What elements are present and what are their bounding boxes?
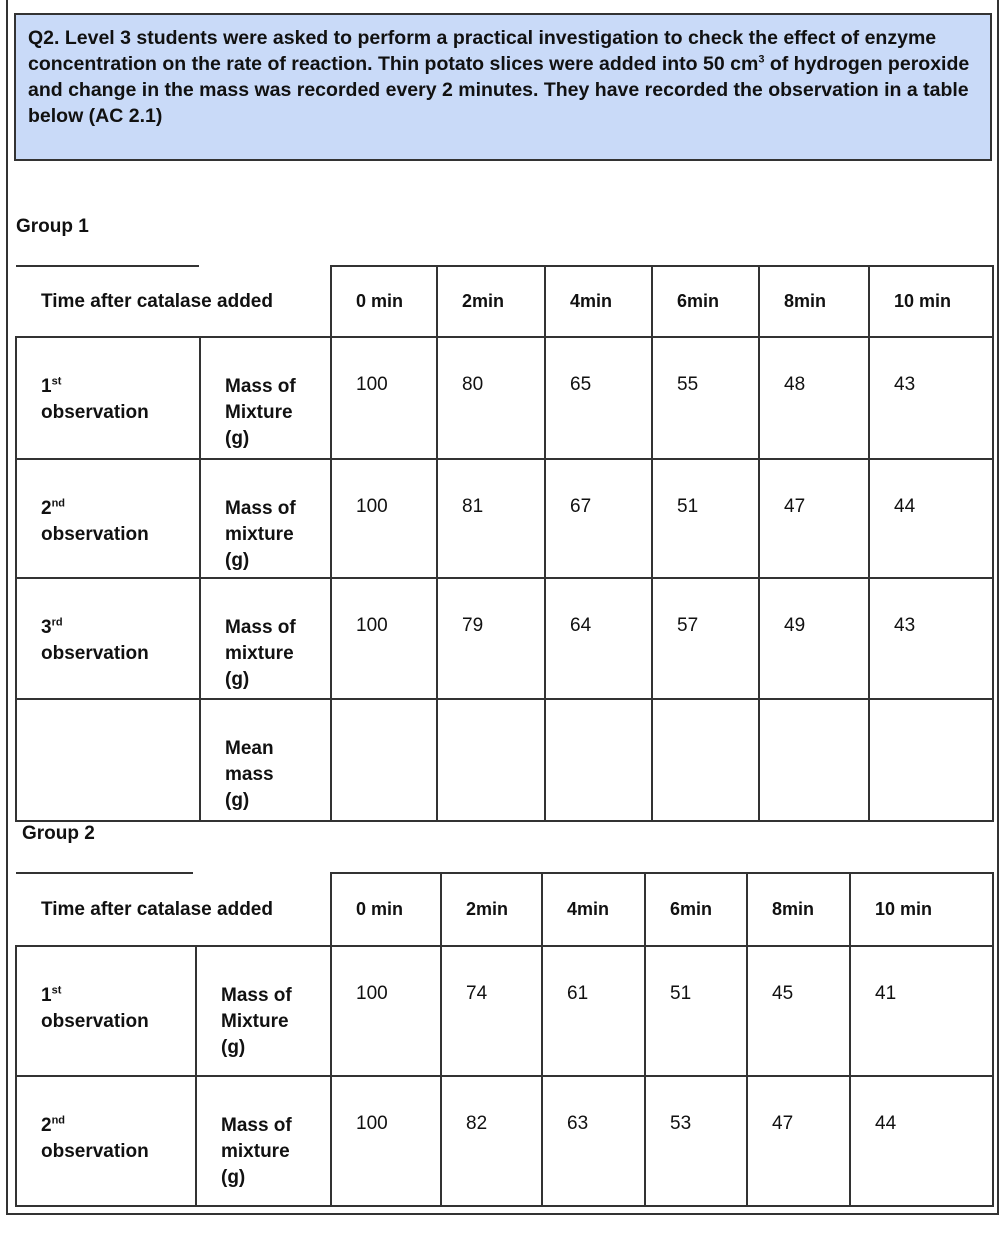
observation-ordinal: rd <box>51 616 63 629</box>
group2-value-cell: 51 <box>645 946 747 1076</box>
row-label-line: Mass of <box>225 617 296 638</box>
group1-observation-cell <box>16 459 200 578</box>
group1-column-header: 4min <box>545 266 652 337</box>
row-label-line: Mean <box>225 738 274 759</box>
group1-column-header: 2min <box>437 266 545 337</box>
row-label-line: (g) <box>221 1037 246 1058</box>
question-text-start: Q2. Level 3 students were asked to perform a practical investigation to check the effect of enzyme concentration on the rate of reaction. Thin potato slices were added into 50 cm <box>28 27 937 75</box>
group2-label: Group 2 <box>22 823 95 844</box>
observation-ordinal: st <box>51 984 62 997</box>
group1-value-cell <box>331 699 437 821</box>
group2-table <box>15 872 994 1207</box>
row-label-line: (g) <box>225 790 250 811</box>
row-label-line: mixture <box>225 524 294 545</box>
observation-ordinal: nd <box>51 1114 66 1127</box>
observation-number: 2 <box>41 1115 52 1136</box>
row-label-line: Mixture <box>225 402 293 423</box>
group2-value-cell: 74 <box>441 946 542 1076</box>
observation-number: 1 <box>41 376 52 397</box>
row-label-line: Mixture <box>221 1011 289 1032</box>
group2-column-header: 2min <box>441 873 542 946</box>
observation-number: 2 <box>41 498 52 519</box>
group1-value-cell: 67 <box>545 459 652 578</box>
group2-value-cell: 61 <box>542 946 645 1076</box>
observation-word: observation <box>41 643 149 664</box>
group1-row-label <box>200 337 331 459</box>
question-text-end: of hydrogen peroxide and change in the mass was recorded every 2 minutes. They have recorded the observation in a table below (AC 2.1) <box>28 53 970 127</box>
group1-label: Group 1 <box>16 216 89 237</box>
group2-observation-cell <box>16 1076 196 1206</box>
group1-value-cell: 100 <box>331 459 437 578</box>
group1-value-cell: 100 <box>331 578 437 699</box>
group1-observation-cell <box>16 578 200 699</box>
observation-word: observation <box>41 524 149 545</box>
group2-value-cell: 100 <box>331 1076 441 1206</box>
row-label-line: Mass of <box>225 498 296 519</box>
group1-value-cell: 51 <box>652 459 759 578</box>
observation-word: observation <box>41 1011 149 1032</box>
group2-row-label <box>196 946 331 1076</box>
observation-ordinal: st <box>51 375 62 388</box>
group2-value-cell: 63 <box>542 1076 645 1206</box>
row-label-line: (g) <box>225 550 250 571</box>
group2-value-cell: 45 <box>747 946 850 1076</box>
group1-header-row <box>16 266 993 337</box>
group2-row-label <box>196 1076 331 1206</box>
group1-observation-cell <box>16 337 200 459</box>
group1-column-header: 0 min <box>331 266 437 337</box>
group1-value-cell: 43 <box>869 578 993 699</box>
group1-row-label <box>200 699 331 821</box>
group1-value-cell: 49 <box>759 578 869 699</box>
group1-value-cell: 65 <box>545 337 652 459</box>
group2-table-row <box>16 1076 993 1206</box>
group1-value-cell: 47 <box>759 459 869 578</box>
group2-column-header: 4min <box>542 873 645 946</box>
group2-value-cell: 82 <box>441 1076 542 1206</box>
group2-value-cell: 47 <box>747 1076 850 1206</box>
group1-value-cell: 79 <box>437 578 545 699</box>
row-label-line: (g) <box>221 1167 246 1188</box>
question-superscript: 3 <box>758 53 765 66</box>
group1-row-label <box>200 578 331 699</box>
group1-table <box>15 265 994 822</box>
group1-table-row <box>16 578 993 699</box>
group1-header-label: Time after catalase added <box>16 266 331 337</box>
group1-column-header: 10 min <box>869 266 993 337</box>
group1-table-row <box>16 699 993 821</box>
group1-value-cell: 57 <box>652 578 759 699</box>
group2-header-row <box>16 873 993 946</box>
group1-value-cell <box>437 699 545 821</box>
group2-observation-cell <box>16 946 196 1076</box>
group2-column-header: 10 min <box>850 873 993 946</box>
row-label-line: mass <box>225 764 274 785</box>
group1-value-cell: 48 <box>759 337 869 459</box>
row-label-line: (g) <box>225 669 250 690</box>
group1-value-cell: 43 <box>869 337 993 459</box>
row-label-line: mixture <box>225 643 294 664</box>
row-label-line: Mass of <box>221 1115 292 1136</box>
group1-value-cell: 55 <box>652 337 759 459</box>
row-label-line: (g) <box>225 428 250 449</box>
group2-value-cell: 41 <box>850 946 993 1076</box>
group1-value-cell: 64 <box>545 578 652 699</box>
observation-number: 1 <box>41 985 52 1006</box>
group1-value-cell <box>545 699 652 821</box>
row-label-line: mixture <box>221 1141 290 1162</box>
group2-header-label: Time after catalase added <box>16 873 331 946</box>
group1-value-cell <box>759 699 869 821</box>
group1-table-row <box>16 337 993 459</box>
observation-ordinal: nd <box>51 497 66 510</box>
group2-column-header: 0 min <box>331 873 441 946</box>
group1-row-label <box>200 459 331 578</box>
group2-column-header: 8min <box>747 873 850 946</box>
group1-table-row <box>16 459 993 578</box>
group1-value-cell: 80 <box>437 337 545 459</box>
question-box <box>14 13 992 161</box>
group1-value-cell: 81 <box>437 459 545 578</box>
group2-value-cell: 53 <box>645 1076 747 1206</box>
group2-value-cell: 100 <box>331 946 441 1076</box>
group1-value-cell: 44 <box>869 459 993 578</box>
group1-column-header: 6min <box>652 266 759 337</box>
group2-table-row <box>16 946 993 1076</box>
group1-value-cell: 100 <box>331 337 437 459</box>
group1-value-cell <box>652 699 759 821</box>
observation-word: observation <box>41 402 149 423</box>
group1-column-header: 8min <box>759 266 869 337</box>
group2-value-cell: 44 <box>850 1076 993 1206</box>
observation-number: 3 <box>41 617 52 638</box>
row-label-line: Mass of <box>225 376 296 397</box>
group1-observation-cell <box>16 699 200 821</box>
group1-value-cell <box>869 699 993 821</box>
observation-word: observation <box>41 1141 149 1162</box>
row-label-line: Mass of <box>221 985 292 1006</box>
group2-column-header: 6min <box>645 873 747 946</box>
